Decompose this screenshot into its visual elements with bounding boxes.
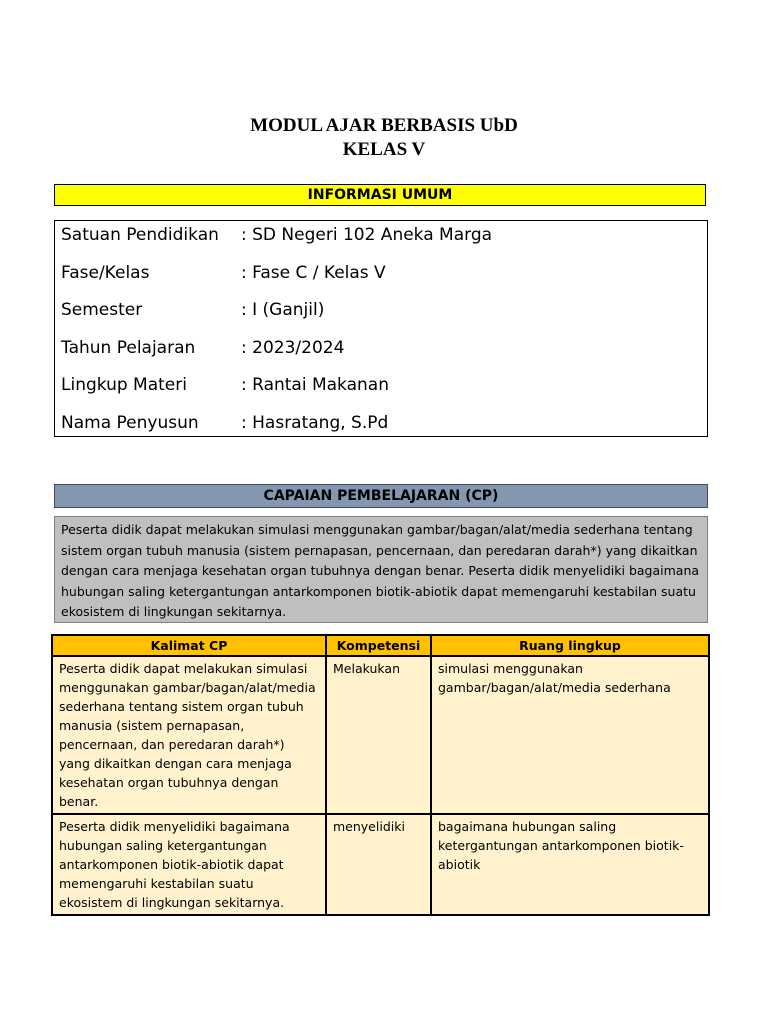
info-label: Lingkup Materi [61,375,187,395]
info-label: Nama Penyusun [61,413,199,433]
info-label: Satuan Pendidikan [61,225,219,245]
info-row-satuan [61,224,492,246]
table-header-row [52,635,709,656]
info-value: : Rantai Makanan [241,375,389,395]
table-row [52,656,709,814]
document-subtitle: KELAS V [342,139,426,160]
cp-section-header: CAPAIAN PEMBELAJARAN (CP) [54,484,708,508]
column-header-ruang-lingkup: Ruang lingkup [431,635,709,656]
info-value: : Hasratang, S.Pd [241,413,389,433]
info-label: Semester [61,300,143,320]
info-row-lingkup [61,374,389,396]
info-section-box [54,220,708,437]
table-row [52,814,709,915]
cp-breakdown-table [51,634,710,916]
cell-kalimat: Peserta didik dapat melakukan simulasi menggunakan gambar/bagan/alat/media sederhana tentang sistem organ tubuh manusia (sistem pernapasan, pencernaan, dan peredaran darah*) yang dikaitkan dengan cara menjaga kesehatan organ tubuhnya dengan benar. [52,656,326,814]
info-value: : Fase C / Kelas V [241,263,386,283]
cell-kompetensi: menyelidiki [326,814,431,915]
column-header-kompetensi: Kompetensi [326,635,431,656]
cp-description: Peserta didik dapat melakukan simulasi menggunakan gambar/bagan/alat/media sederhana tentang sistem organ tubuh manusia (sistem pernapasan, pencernaan, dan peredaran darah*) yang dikaitkan dengan cara menjaga kesehatan organ tubuhnya dengan benar. Peserta didik menyelidiki bagaimana hubungan saling ketergantungan antarkomponen biotik-abiotik dapat memengaruhi kestabilan suatu ekosistem di lingkungan sekitarnya. [54,516,708,623]
info-value: : 2023/2024 [241,338,345,358]
cell-ruang-lingkup: simulasi menggunakan gambar/bagan/alat/media sederhana [431,656,709,814]
info-section-header: INFORMASI UMUM [54,184,706,206]
info-value: : I (Ganjil) [241,300,325,320]
document-title: MODUL AJAR BERBASIS UbD [250,115,518,136]
cell-kompetensi: Melakukan [326,656,431,814]
cell-kalimat: Peserta didik menyelidiki bagaimana hubungan saling ketergantungan antarkomponen biotik-abiotik dapat memengaruhi kestabilan suatu ekosistem di lingkungan sekitarnya. [52,814,326,915]
cell-ruang-lingkup: bagaimana hubungan saling ketergantungan antarkomponen biotik-abiotik [431,814,709,915]
info-label: Tahun Pelajaran [61,338,196,358]
info-row-penyusun [61,412,388,434]
info-value: : SD Negeri 102 Aneka Marga [241,225,493,245]
column-header-kalimat: Kalimat CP [52,635,326,656]
info-row-fase [61,262,386,284]
info-row-tahun [61,337,344,359]
info-row-semester [61,299,324,321]
info-label: Fase/Kelas [61,263,150,283]
